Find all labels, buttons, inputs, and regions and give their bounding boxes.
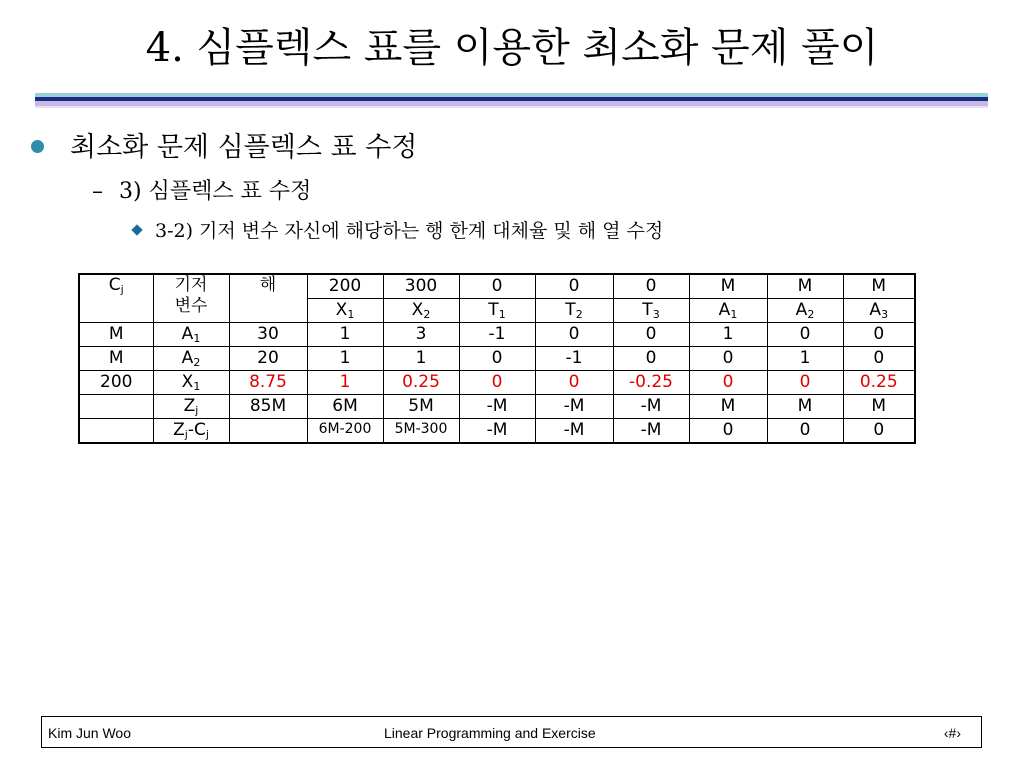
table-cell: 0 [843, 419, 915, 444]
variable-letter: A [869, 300, 882, 320]
table-cell: 1 [307, 371, 383, 395]
variable-letter: T [488, 300, 499, 320]
bullet-level2-text: 3) 심플렉스 표 수정 [119, 179, 312, 204]
footer-author: Kim Jun Woo [48, 725, 131, 741]
row-basis: $A_2$ [153, 347, 229, 371]
table-cell: 0 [535, 371, 613, 395]
basis-letter: A [181, 324, 194, 344]
empty-cell [79, 419, 153, 444]
table-cell: 6M [307, 395, 383, 419]
cj-header-letter: C [108, 275, 121, 295]
variable-header: $X_1$ [307, 299, 383, 323]
table-cell: 0 [613, 347, 689, 371]
simplex-table [78, 273, 916, 444]
variable-letter: A [795, 300, 808, 320]
cost-cell: 300 [383, 274, 459, 299]
variable-letter: T [565, 300, 576, 320]
table-cell: 0 [843, 323, 915, 347]
zj-cj-label: $Z_j-C_j$ [153, 419, 229, 444]
table-cell: 0 [689, 347, 767, 371]
table-cell: M [689, 395, 767, 419]
cost-cell: M [767, 274, 843, 299]
table-cell: -M [459, 419, 535, 444]
cj-letter: -C [187, 420, 206, 440]
basis-letter: X [181, 372, 194, 392]
row-solution: 8.75 [229, 371, 307, 395]
table-cell: 0.25 [383, 371, 459, 395]
basis-header [153, 274, 229, 323]
table-cell: M [767, 395, 843, 419]
table-cell: -M [613, 419, 689, 444]
bullet-level3-text: 3-2) 기저 변수 자신에 해당하는 행 한계 대체율 및 해 열 수정 [155, 220, 664, 242]
basis-letter: A [181, 348, 194, 368]
variable-header: $T_1$ [459, 299, 535, 323]
table-cell: 0 [535, 323, 613, 347]
table-cell: 0 [689, 371, 767, 395]
diamond-bullet-icon [131, 224, 142, 235]
row-solution: 20 [229, 347, 307, 371]
cj-header: $C_j$ [79, 274, 153, 323]
slide-title: 4. 심플렉스 표를 이용한 최소화 문제 풀이 [145, 25, 879, 71]
row-cj: 200 [79, 371, 153, 395]
cost-cell: 0 [535, 274, 613, 299]
table-cell: -0.25 [613, 371, 689, 395]
table-cell: -M [535, 395, 613, 419]
zj-cj-row [79, 419, 915, 444]
cost-cell: 0 [613, 274, 689, 299]
zj-letter: Z [183, 396, 196, 416]
table-row [79, 323, 915, 347]
table-cell: 0.25 [843, 371, 915, 395]
table-cell: 6M-200 [307, 419, 383, 444]
row-basis: $X_1$ [153, 371, 229, 395]
variable-letter: X [335, 300, 348, 320]
zj-row [79, 395, 915, 419]
table-cell: M [843, 395, 915, 419]
variable-letter: X [411, 300, 424, 320]
table-cell: 1 [307, 347, 383, 371]
basis-header-bottom: 변수 [174, 296, 208, 316]
table-cell: 1 [689, 323, 767, 347]
table-cell: 1 [767, 347, 843, 371]
row-basis: $A_1$ [153, 323, 229, 347]
variable-header: $X_2$ [383, 299, 459, 323]
table-cell: 0 [843, 347, 915, 371]
slide-footer [41, 716, 982, 748]
bullet-level1 [31, 128, 417, 168]
table-cell: 0 [767, 419, 843, 444]
table-cell: 5M-300 [383, 419, 459, 444]
variable-header: $A_3$ [843, 299, 915, 323]
table-row [79, 347, 915, 371]
zj-cj-solution [229, 419, 307, 444]
table-cell: 1 [307, 323, 383, 347]
basis-header-top: 기저 [174, 275, 208, 295]
variable-header: $T_3$ [613, 299, 689, 323]
header-row-costs [79, 274, 915, 299]
zj-label: $Z_j$ [153, 395, 229, 419]
table-cell: 0 [459, 371, 535, 395]
table-cell: -M [535, 419, 613, 444]
table-cell: -1 [535, 347, 613, 371]
zj-letter: Z [173, 420, 185, 440]
table-cell: 0 [689, 419, 767, 444]
table-cell: 0 [459, 347, 535, 371]
variable-header: $A_2$ [767, 299, 843, 323]
table-cell: -1 [459, 323, 535, 347]
table-cell: 0 [767, 371, 843, 395]
cost-cell: 200 [307, 274, 383, 299]
zj-solution: 85M [229, 395, 307, 419]
dash-bullet-icon: – [92, 179, 103, 204]
variable-header: $A_1$ [689, 299, 767, 323]
solution-header: 해 [229, 274, 307, 323]
table-cell: 5M [383, 395, 459, 419]
cost-cell: M [689, 274, 767, 299]
bullet-level1-text: 최소화 문제 심플렉스 표 수정 [70, 132, 418, 163]
table-cell: -M [613, 395, 689, 419]
row-cj: M [79, 323, 153, 347]
table-cell: -M [459, 395, 535, 419]
table-cell: 3 [383, 323, 459, 347]
variable-header: $T_2$ [535, 299, 613, 323]
bullet-level2 [92, 176, 311, 208]
circle-bullet-icon [31, 140, 44, 153]
empty-cell [79, 395, 153, 419]
title-divider-faint [35, 106, 988, 108]
variable-letter: A [718, 300, 731, 320]
footer-page-number: ‹#› [943, 725, 961, 741]
row-cj: M [79, 347, 153, 371]
footer-course: Linear Programming and Exercise [384, 725, 596, 741]
variable-letter: T [642, 300, 653, 320]
row-solution: 30 [229, 323, 307, 347]
bullet-level3 [133, 216, 663, 246]
table-cell: 0 [767, 323, 843, 347]
cost-cell: M [843, 274, 915, 299]
table-cell: 1 [383, 347, 459, 371]
table-row-updated [79, 371, 915, 395]
table-cell: 0 [613, 323, 689, 347]
cost-cell: 0 [459, 274, 535, 299]
